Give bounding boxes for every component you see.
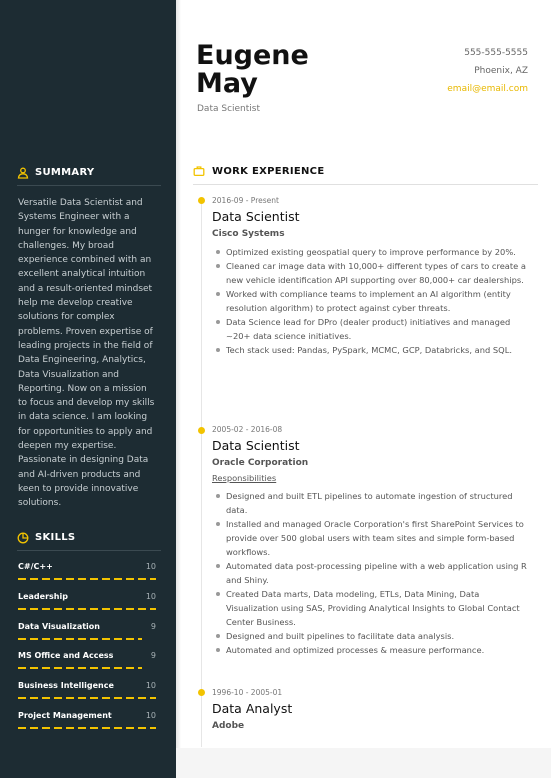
- job-bullets: [212, 245, 532, 357]
- skill-row: [18, 651, 156, 660]
- job-bullet: Designed and built ETL pipelines to automate ingestion of structured data.: [212, 489, 532, 517]
- job-bullet: Installed and managed Oracle Corporation's first SharePoint Services to provide over 500 global users with team sites and simple form-based workflows.: [212, 517, 532, 559]
- job-company: Oracle Corporation: [212, 458, 309, 468]
- skill-level-bar-fill: [18, 697, 156, 699]
- skill-item: [18, 651, 156, 673]
- last-name: May: [196, 68, 258, 99]
- job-bullets: [212, 489, 532, 657]
- skill-level-bar: [18, 608, 156, 610]
- summary-text: Versatile Data Scientist and Systems Engineer with a hunger for knowledge and challenges. My broad experience combined with an excellent analytical intuition and a result-oriented mindset help me develop creative solutions for complex problems. Proven expertise of leading projects in the field of Data Engineering, Analytics, Data Visualization and Reporting. Now on a mission to focus and develop my skills in data science. I am looking for opportunities to apply and deepen my expertise. Passionate in designing Data and AI-driven products and keen to provide innovative solutions.: [18, 198, 155, 509]
- job-bullet: Created Data marts, Data modeling, ETLs, Data Mining, Data Visualization using SAS, Providing Analytical Insights to Global Contact Center Business.: [212, 587, 532, 629]
- skill-level-bar: [18, 697, 156, 699]
- job-dates: 1996-10 - 2005-01: [212, 688, 283, 697]
- skill-level-bar: [18, 667, 156, 669]
- contact-location: Phoenix, AZ: [474, 66, 528, 76]
- skill-item: [18, 592, 156, 614]
- job-bullet: Cleaned car image data with 10,000+ different types of cars to create a new vehicle identification API supporting over 80,000+ car dealerships.: [212, 259, 532, 287]
- skill-name: C#/C++: [18, 562, 53, 571]
- first-name: Eugene: [196, 40, 309, 71]
- skill-name: Project Management: [18, 711, 112, 720]
- skill-item: [18, 562, 156, 584]
- job-company: Cisco Systems: [212, 229, 285, 239]
- skill-item: [18, 711, 156, 733]
- job-bullet: Optimized existing geospatial query to improve performance by 20%.: [212, 245, 532, 259]
- experience-timeline: [201, 199, 202, 747]
- job-entry-cisco: [212, 196, 532, 357]
- job-bullet: Worked with compliance teams to implement an AI algorithm (entity resolution algorithm) to protect against cyber threats.: [212, 287, 532, 315]
- skill-item: [18, 622, 156, 644]
- timeline-dot: [198, 689, 205, 696]
- summary-section-header: [17, 166, 161, 186]
- name-block: [196, 42, 309, 98]
- skill-level: 9: [150, 621, 156, 631]
- skill-name: Leadership: [18, 591, 68, 601]
- skill-level-bar-fill: [18, 638, 142, 640]
- skill-level: 10: [145, 681, 156, 691]
- pie-chart-icon: [17, 532, 29, 544]
- skill-level-bar: [18, 638, 156, 640]
- timeline-dot: [198, 427, 205, 434]
- skill-level: 9: [150, 651, 156, 661]
- experience-heading: WORK EXPERIENCE: [212, 165, 325, 177]
- job-bullet: Automated data post-processing pipeline with a web application using R and Shiny.: [212, 559, 532, 587]
- skills-section-header: [17, 531, 161, 551]
- timeline-dot: [198, 197, 205, 204]
- header-job-title: Data Scientist: [197, 104, 260, 114]
- skill-level-bar-fill: [18, 608, 156, 610]
- job-role: Data Scientist: [212, 438, 300, 453]
- skill-row: [18, 711, 156, 720]
- skill-name: Data Visualization: [18, 621, 100, 631]
- skill-level: 10: [145, 562, 156, 571]
- skill-level-bar-fill: [18, 727, 156, 729]
- skill-level-bar: [18, 727, 156, 729]
- job-entry-oracle: [212, 425, 532, 657]
- experience-section-header: [193, 164, 538, 185]
- skill-name: Business Intelligence: [18, 681, 114, 691]
- skills-heading: SKILLS: [35, 532, 76, 543]
- job-dates: 2016-09 - Present: [212, 196, 279, 205]
- job-role: Data Scientist: [212, 209, 300, 224]
- skill-item: [18, 681, 156, 703]
- job-bullet: Designed and built pipelines to facilitate data analysis.: [212, 629, 532, 643]
- person-icon: [17, 167, 29, 179]
- responsibilities-label: Responsibilities: [212, 473, 277, 483]
- skill-level-bar-fill: [18, 667, 142, 669]
- skill-row: [18, 622, 156, 631]
- skill-name: MS Office and Access: [18, 651, 114, 661]
- sidebar-shadow: [176, 0, 181, 778]
- skill-row: [18, 562, 156, 571]
- job-company: Adobe: [212, 721, 245, 731]
- contact-phone: 555-555-5555: [464, 48, 528, 58]
- skill-level: 10: [145, 711, 156, 720]
- briefcase-icon: [193, 165, 205, 177]
- page-bottom-strip: [176, 748, 551, 778]
- summary-heading: SUMMARY: [35, 167, 95, 178]
- skill-row: [18, 592, 156, 601]
- job-role: Data Analyst: [212, 701, 293, 716]
- job-bullet: Tech stack used: Pandas, PySpark, MCMC, GCP, Databricks, and SQL.: [212, 343, 532, 357]
- job-dates: 2005-02 - 2016-08: [212, 425, 283, 434]
- skill-row: [18, 681, 156, 690]
- contact-email[interactable]: email@email.com: [447, 84, 528, 94]
- skill-level-bar: [18, 578, 156, 580]
- job-bullet: Automated and optimized processes & measure performance.: [212, 643, 532, 657]
- job-entry-adobe: [212, 688, 532, 731]
- skill-level-bar-fill: [18, 578, 156, 580]
- job-bullet: Data Science lead for DPro (dealer product) initiatives and managed ~20+ data science initiatives.: [212, 315, 532, 343]
- skill-level: 10: [145, 591, 156, 601]
